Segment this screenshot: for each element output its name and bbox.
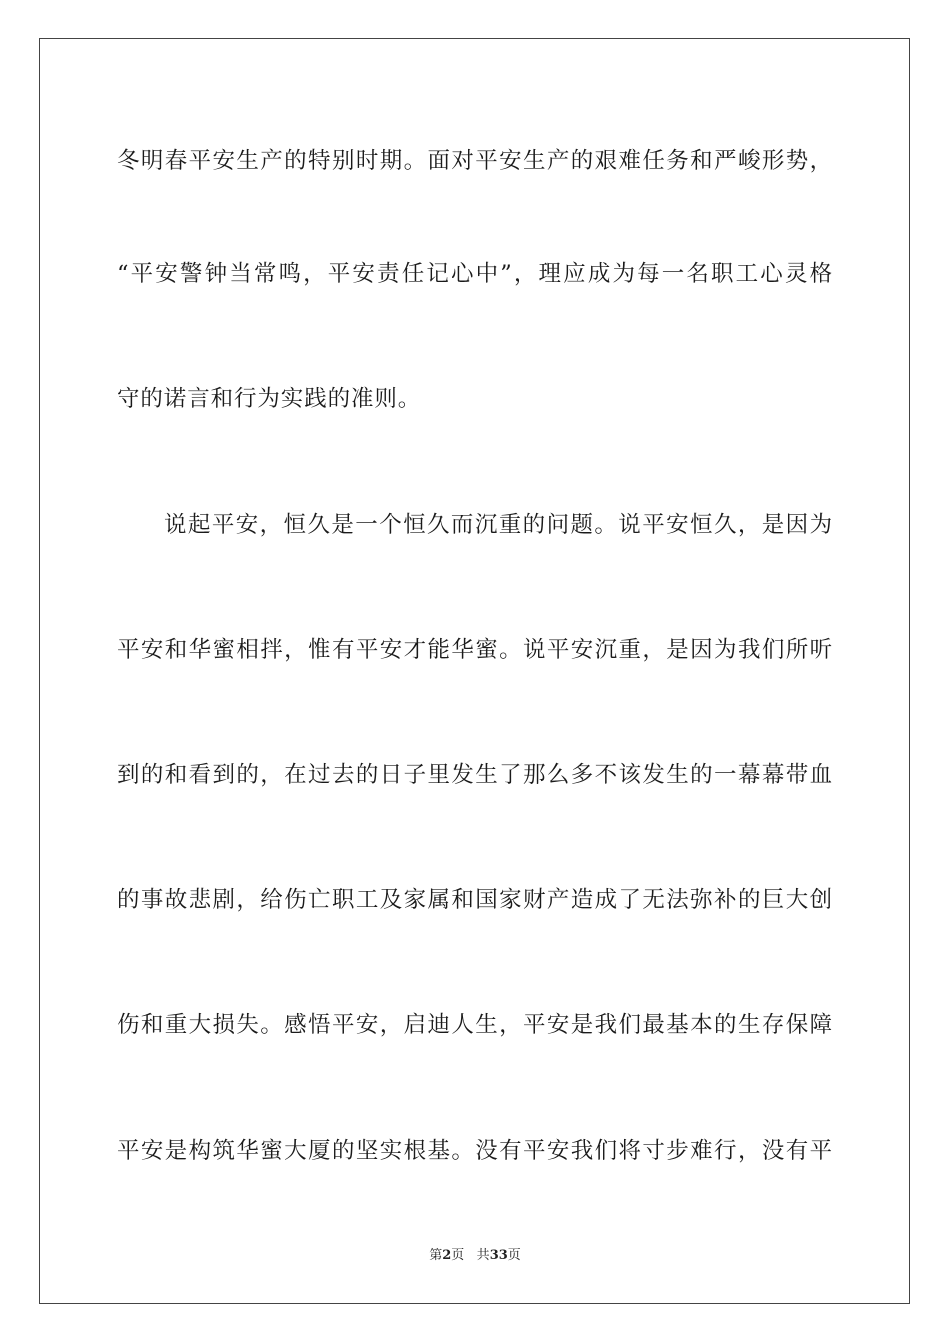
text-line-4: 说起平安，恒久是一个恒久而沉重的问题。说平安恒久，是因为: [164, 512, 833, 538]
text-line-8: 伤和重大损失。感悟平安，启迪人生，平安是我们最基本的生存保障: [117, 1012, 833, 1038]
text-line-3: 守的诺言和行为实践的准则。: [117, 386, 422, 412]
text-line-1: 冬明春平安生产的特别时期。面对平安生产的艰难任务和严峻形势，: [117, 148, 833, 174]
total-pages: 33: [489, 1248, 508, 1263]
total-prefix: 共: [476, 1248, 490, 1263]
page-prefix: 第: [429, 1248, 443, 1263]
page-border: [39, 38, 910, 1304]
text-line-9: 平安是构筑华蜜大厦的坚实根基。没有平安我们将寸步难行，没有平: [117, 1138, 833, 1164]
text-line-6: 到的和看到的，在过去的日子里发生了那么多不该发生的一幕幕带血: [117, 762, 833, 788]
total-suffix: 页: [507, 1248, 521, 1263]
page-suffix: 页: [451, 1248, 465, 1263]
page-footer: [0, 1247, 950, 1265]
text-line-5: 平安和华蜜相拌，惟有平安才能华蜜。说平安沉重，是因为我们所听: [117, 637, 833, 663]
text-line-2: “平安警钟当常鸣，平安责任记心中”，理应成为每一名职工心灵格: [117, 261, 833, 287]
page-number: 2: [442, 1248, 452, 1263]
text-line-7: 的事故悲剧，给伤亡职工及家属和国家财产造成了无法弥补的巨大创: [117, 887, 833, 913]
